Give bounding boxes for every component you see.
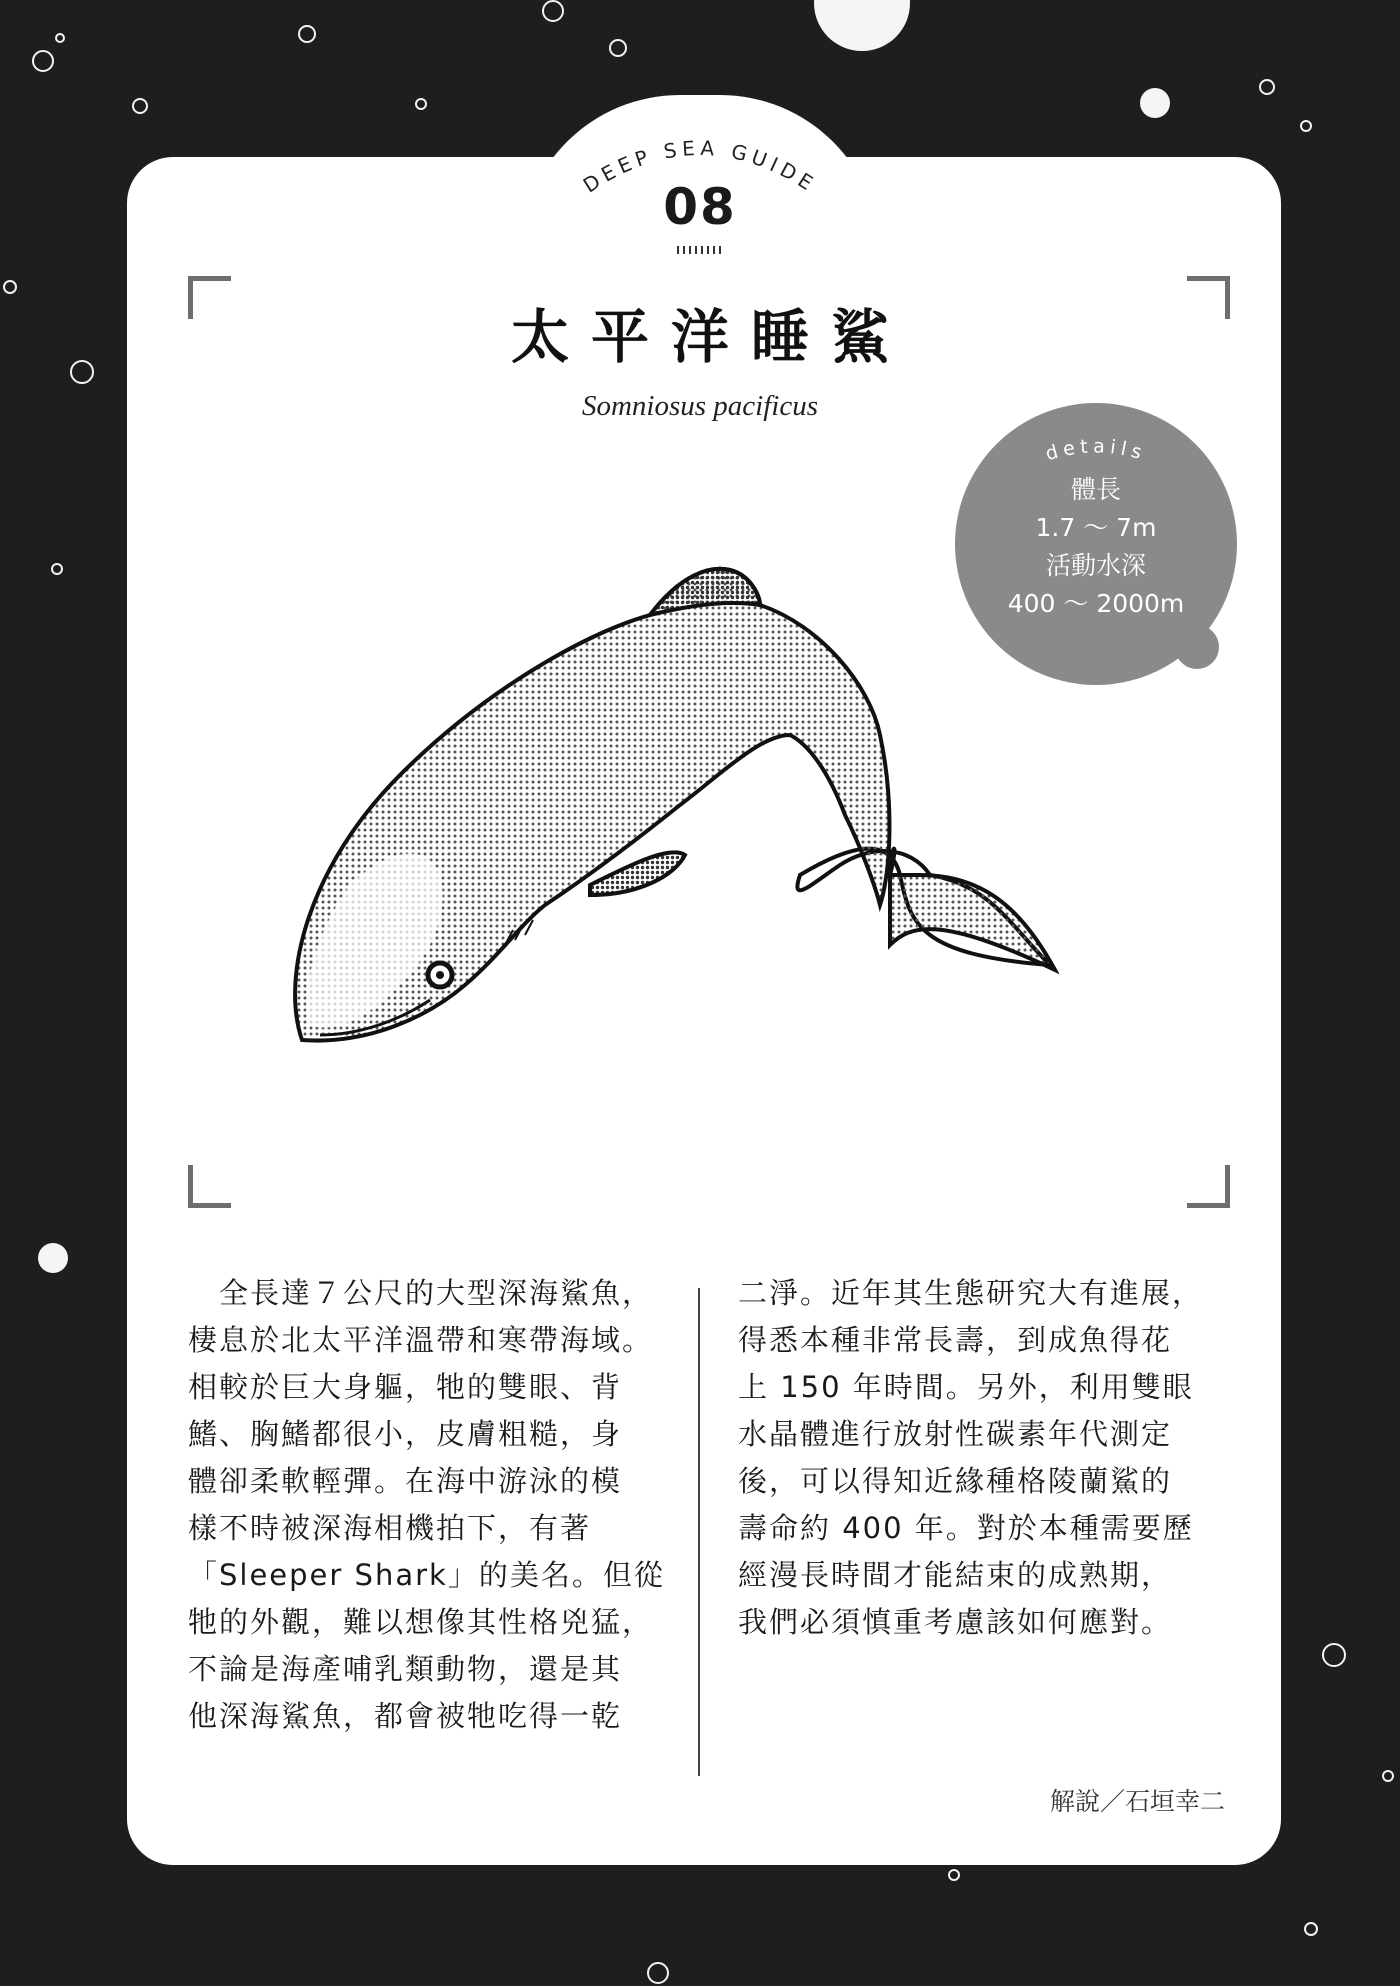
details-label-depth: 活動水深	[1045, 551, 1146, 580]
body-line: 經漫長時間才能結束的成熟期，	[738, 1558, 1173, 1592]
bubble	[132, 98, 148, 114]
bubble	[415, 98, 427, 110]
details-value-length: 1.7 〜 7m	[1035, 513, 1157, 542]
body-line: 牠的外觀，難以想像其性格兇猛，	[188, 1605, 654, 1639]
tick-marks	[676, 246, 724, 256]
details-heading: details	[1043, 435, 1149, 466]
shark-illustration	[290, 545, 1070, 1105]
body-line: 體卻柔軟輕彈。在海中游泳的模	[188, 1464, 623, 1498]
species-name: 太平洋睡鯊	[510, 303, 911, 371]
bubble	[1259, 79, 1275, 95]
author-credit: 解說／石垣幸二	[1049, 1787, 1225, 1816]
scientific-name: Somniosus pacificus	[581, 390, 819, 422]
bubble	[1300, 120, 1312, 132]
body-line: 我們必須慎重考慮該如何應對。	[738, 1605, 1173, 1639]
body-line: 他深海鯊魚，都會被牠吃得一乾	[188, 1699, 623, 1733]
bubble	[1140, 88, 1170, 118]
body-line: 水晶體進行放射性碳素年代測定	[738, 1417, 1173, 1451]
body-line: 壽命約 400 年。對於本種需要歷	[738, 1511, 1194, 1545]
body-line: 樣不時被深海相機拍下，有著	[188, 1511, 592, 1545]
bubble	[1322, 1643, 1346, 1667]
body-line: 「Sleeper Shark」的美名。但從	[188, 1558, 665, 1592]
bubble	[948, 1869, 960, 1881]
frame-corner-bottom-left	[188, 1165, 231, 1208]
bubble	[55, 33, 65, 43]
body-line: 二淨。近年其生態研究大有進展，	[738, 1276, 1204, 1310]
bubble	[1382, 1770, 1394, 1782]
bubble	[32, 50, 54, 72]
bubble	[38, 1243, 68, 1273]
bubble	[51, 563, 63, 575]
bubble	[609, 39, 627, 57]
body-line: 棲息於北太平洋溫帶和寒帶海域。	[188, 1323, 654, 1357]
body-line: 全長達７公尺的大型深海鯊魚，	[188, 1276, 654, 1310]
body-line: 上 150 年時間。另外，利用雙眼	[738, 1370, 1194, 1404]
body-text-right	[738, 1270, 1214, 1646]
series-label: DEEP SEA GUIDE	[578, 135, 822, 198]
details-label-length: 體長	[1070, 475, 1121, 504]
bubble	[542, 0, 564, 22]
body-line: 不論是海產哺乳類動物，還是其	[188, 1652, 623, 1686]
body-line: 得悉本種非常長壽，到成魚得花	[738, 1323, 1173, 1357]
column-divider	[698, 1288, 700, 1776]
body-line: 鰭、胸鰭都很小，皮膚粗糙，身	[188, 1417, 623, 1451]
body-line: 相較於巨大身軀，牠的雙眼、背	[188, 1370, 623, 1404]
body-line: 後，可以得知近緣種格陵蘭鯊的	[738, 1464, 1173, 1498]
bubble	[814, 0, 910, 51]
entry-number: 08	[663, 178, 737, 236]
details-heading-arc	[955, 415, 1237, 475]
body-text-left	[188, 1270, 664, 1740]
bubble	[647, 1962, 669, 1984]
bubble	[1304, 1922, 1318, 1936]
svg-text:details	[1043, 435, 1149, 465]
bubble	[298, 25, 316, 43]
frame-corner-bottom-right	[1187, 1165, 1230, 1208]
details-value-depth: 400 〜 2000m	[1007, 589, 1185, 618]
